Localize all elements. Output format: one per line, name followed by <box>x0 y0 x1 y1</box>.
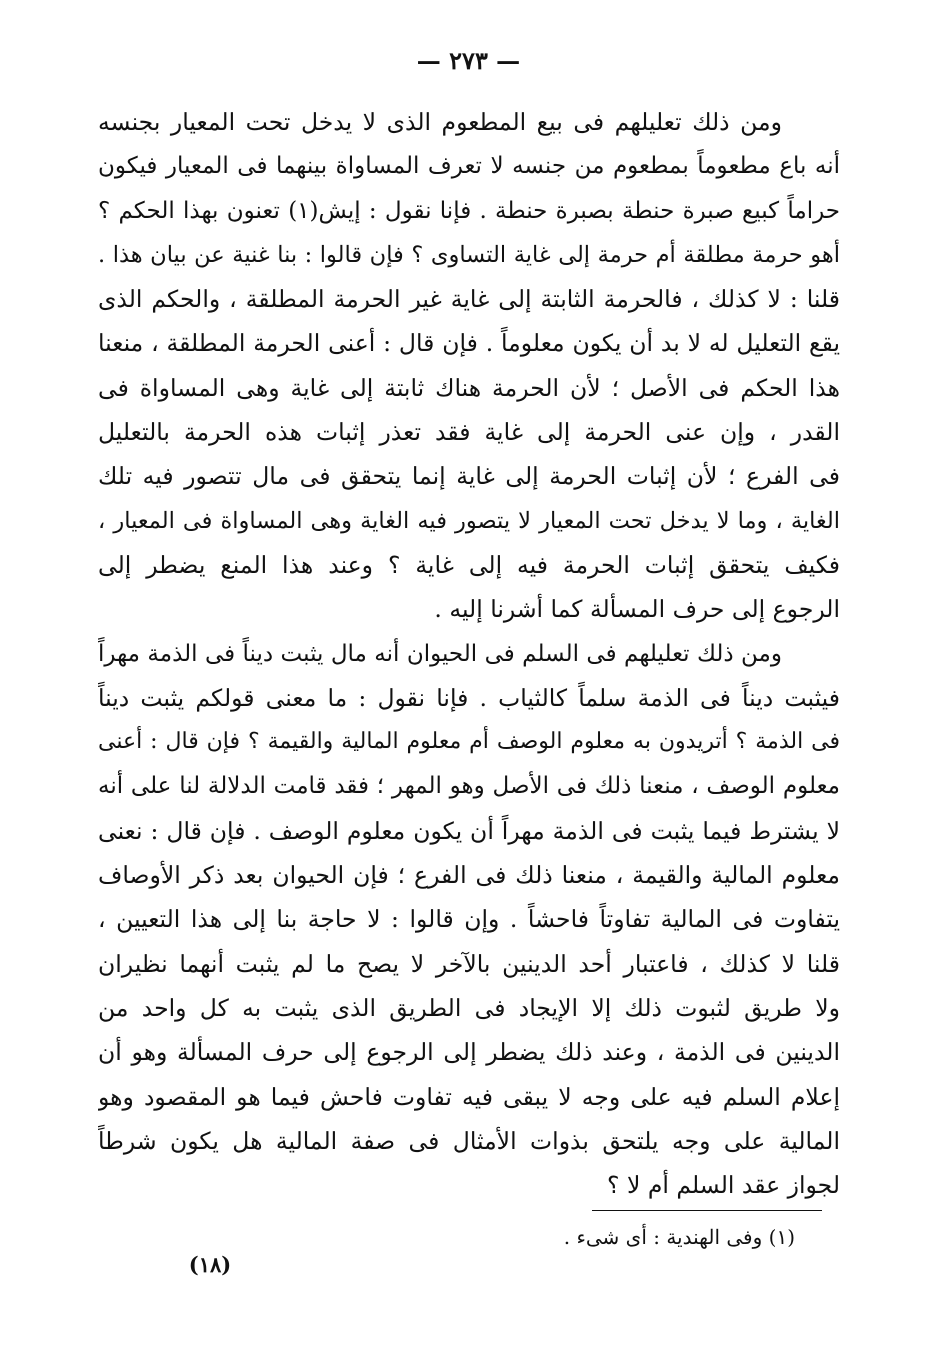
text-line: فكيف يتحقق إثبات الحرمة فيه إلى غاية ؟ وعند هذا المنع يضطر إلى <box>98 550 840 579</box>
text-line: يتفاوت فى المالية تفاوتاً فاحشاً . وإن قالوا : لا حاجة بنا إلى هذا التعيين ، <box>98 905 840 934</box>
text-line: حراماً كبيع صبرة حنطة بصبرة حنطة . فإنا نقول : إيش(١) تعنون بهذا الحكم ؟ <box>98 197 840 224</box>
page-number: — ٢٧٣ — <box>416 46 521 75</box>
text-line: الدينين فى الذمة ، وعند ذلك يضطر إلى الرجوع إلى حرف المسألة وهو أن <box>98 1038 840 1067</box>
text-line: ومن ذلك تعليلهم فى بيع المطعوم الذى لا يدخل تحت المعيار بجنسه <box>98 108 782 136</box>
text-line: المالية على وجه يلتحق بذوات الأمثال فى صفة المالية هل يكون شرطاً <box>98 1126 840 1155</box>
text-line: هذا الحكم فى الأصل ؛ لأن الحرمة هناك ثابتة إلى غاية وهى المساواة فى <box>98 373 840 402</box>
text-line: فى الذمة ؟ أتريدون به معلوم الوصف أم معلوم المالية والقيمة ؟ فإن قال : أعنى <box>98 729 840 755</box>
text-line: أنه باع مطعوماً بمطعوم من جنسه لا تعرف المساواة بينهما فى المعيار فيكون <box>98 153 840 180</box>
text-line: فيثبت ديناً فى الذمة سلماً كالثياب . فإنا نقول : ما معنى قولكم يثبت ديناً <box>98 683 840 712</box>
text-line: القدر ، وإن عنى الحرمة إلى غاية فقد تعذر إثبات هذه الحرمة بالتعليل <box>98 418 840 447</box>
text-line: أهو حرمة مطلقة أم حرمة إلى غاية التساوى ؟ فإن قالوا : بنا غنية عن بيان هذا . <box>98 241 840 268</box>
footnote-divider <box>592 1210 822 1211</box>
text-line: معلوم الوصف ، منعنا ذلك فى الأصل وهو المهر ؛ فقد قامت الدلالة لنا على أنه <box>98 773 840 800</box>
text-line: الغاية ، وما لا يدخل تحت المعيار لا يتصور فيه الغاية وهى المساواة فى المعيار ، <box>98 507 840 534</box>
signature-mark: (١٨) <box>188 1252 232 1277</box>
text-line: فى الفرع ؛ لأن إثبات الحرمة إلى غاية إنما يتحقق فى مال تتصور فيه تلك <box>98 462 840 491</box>
main-text <box>98 100 840 1207</box>
text-line: قلنا لا كذلك ، فاعتبار أحد الدينين بالآخر لا يصح ما لم يثبت أنهما نظيران <box>98 949 840 978</box>
text-line: ولا طريق لثبوت ذلك إلا الإيجاد فى الطريق الذى يثبت به كل واحد من <box>98 993 840 1022</box>
text-line: الرجوع إلى حرف المسألة كما أشرنا إليه . <box>434 595 840 624</box>
text-line: معلوم المالية والقيمة ، منعنا ذلك فى الفرع ؛ فإن الحيوان بعد ذكر الأوصاف <box>98 861 840 890</box>
text-line: قلنا : لا كذلك ، فالحرمة الثابتة إلى غاية غير الحرمة المطلقة ، والحكم الذى <box>98 285 840 314</box>
text-line: يقع التعليل له لا بد أن يكون معلوماً . فإن قال : أعنى الحرمة المطلقة ، منعنا <box>98 329 840 358</box>
text-line: لا يشترط فيما يثبت فى الذمة مهراً أن يكون معلوم الوصف . فإن قال : نعنى <box>98 816 840 845</box>
text-line: ومن ذلك تعليلهم فى السلم فى الحيوان أنه مال يثبت ديناً فى الذمة مهراً <box>98 640 782 667</box>
text-line: إعلام السلم فيه على وجه لا يبقى فيه تفاوت فاحش فيما هو المقصود وهو <box>98 1082 840 1111</box>
text-line: لجواز عقد السلم أم لا ؟ <box>607 1171 840 1200</box>
footnote: (١) وفى الهندية : أى شىء . <box>563 1225 795 1249</box>
